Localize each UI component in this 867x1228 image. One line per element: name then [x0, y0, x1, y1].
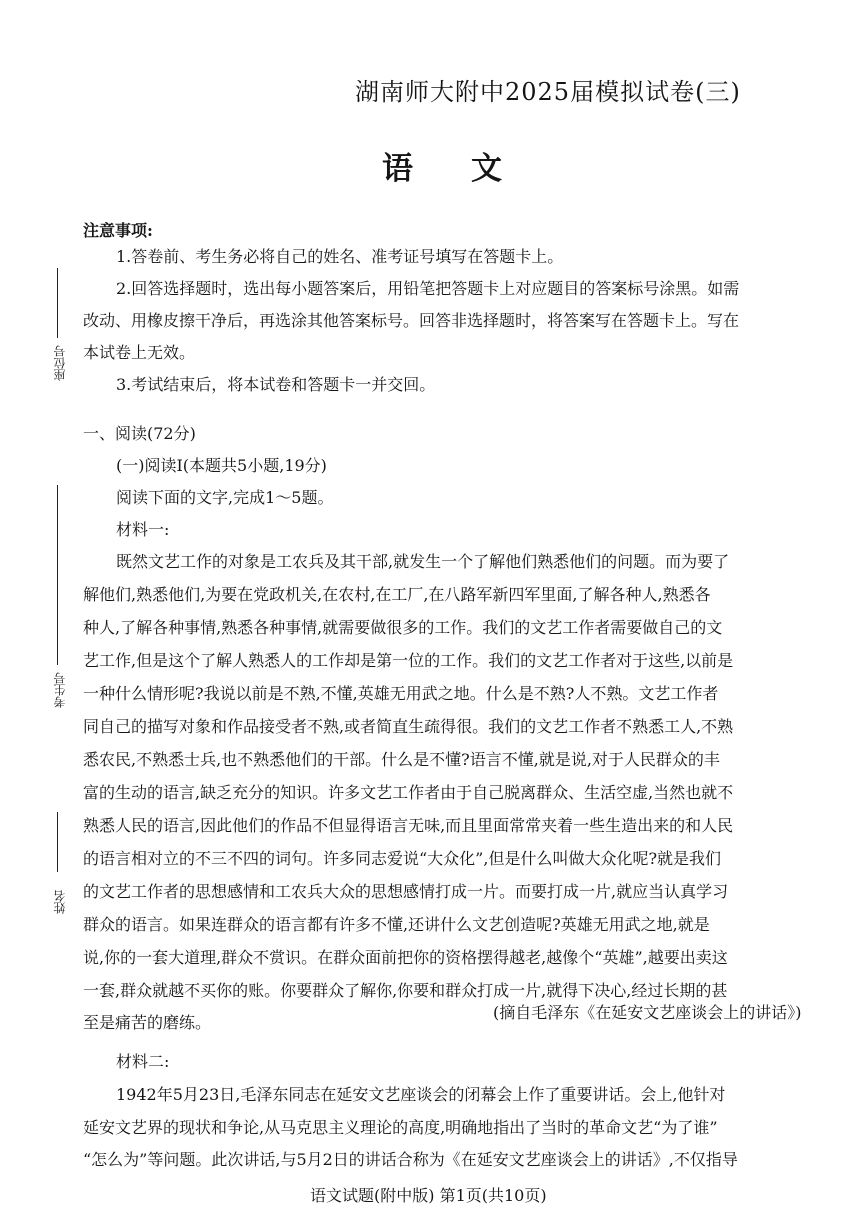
notice-line: 本试卷上无效。 [83, 343, 196, 362]
section-title: 一、阅读(72分) [83, 424, 196, 443]
exam-title: 湖南师大附中2025届模拟试卷(三) [355, 78, 741, 106]
material1-line: 群众的语言。如果连群众的语言都有许多不懂,还讲什么文艺创造呢?英雄无用武之地,就是 [83, 915, 710, 934]
material2-label: 材料二: [116, 1052, 170, 1071]
material1-line: 种人,了解各种事情,熟悉各种事情,就需要做很多的工作。我们的文艺工作者需要做自己的文 [83, 618, 723, 637]
material2-line: 延安文艺界的现状和争论,从马克思主义理论的高度,明确地指出了当时的革命文艺“为了谁” [83, 1118, 718, 1137]
material1-line: 艺工作,但是这个了解人熟悉人的工作却是第一位的工作。我们的文艺工作者对于这些,以前是 [83, 651, 734, 670]
material2-line: 1942年5月23日,毛泽东同志在延安文艺座谈会的闭幕会上作了重要讲话。会上,他针对 [116, 1085, 726, 1104]
material1-line: 悉农民,不熟悉士兵,也不熟悉他们的干部。什么是不懂?语言不懂,就是说,对于人民群众的丰 [83, 750, 720, 769]
seat-number-label: 座位号 [53, 345, 67, 381]
material1-line: 解他们,熟悉他们,为要在党政机关,在农村,在工厂,在八路军新四军里面,了解各种人,熟悉各 [83, 585, 711, 604]
material1-line: 既然文艺工作的对象是工农兵及其干部,就发生一个了解他们熟悉他们的问题。而为要了 [116, 552, 730, 571]
name-line [57, 812, 58, 872]
notice-line: 2.回答选择题时，选出每小题答案后，用铅笔把答题卡上对应题目的答案标号涂黑。如需 [116, 279, 740, 298]
material1-line: 同自己的描写对象和作品接受者不熟,或者简直生疏得很。我们的文艺工作者不熟悉工人,不熟 [83, 717, 734, 736]
material1-line: 的文艺工作者的思想感情和工农兵大众的思想感情打成一片。而要打成一片,就应当认真学习 [83, 882, 729, 901]
section-instruction: 阅读下面的文字,完成1～5题。 [116, 488, 334, 507]
notice-title: 注意事项: [83, 221, 153, 240]
material1-line: 至是痛苦的磨练。 [83, 1013, 212, 1032]
section-subtitle: (一)阅读Ⅰ(本题共5小题,19分) [116, 456, 327, 475]
notice-line: 改动、用橡皮擦干净后，再选涂其他答案标号。回答非选择题时，将答案写在答题卡上。写在 [83, 311, 740, 330]
name-label: 姓名 [53, 890, 67, 914]
material1-line: 熟悉人民的语言,因此他们的作品不但显得语言无味,而且里面常常夹着一些生造出来的和人民 [83, 816, 734, 835]
seat-line [57, 268, 58, 338]
material1-label: 材料一: [116, 520, 170, 539]
subject-title: 语文 [382, 151, 560, 187]
material1-line: 富的生动的语言,缺乏充分的知识。许多文艺工作者由于自己脱离群众、生活空虚,当然也就不 [83, 783, 734, 802]
material2-line: “怎么为”等问题。此次讲话,与5月2日的讲话合称为《在延安文艺座谈会上的讲话》,不仅指导 [83, 1150, 738, 1169]
material1-source: (摘自毛泽东《在延安文艺座谈会上的讲话》) [493, 1003, 802, 1022]
exam-no-line [57, 485, 58, 665]
notice-line: 3.考试结束后，将本试卷和答题卡一并交回。 [116, 375, 436, 394]
notice-line: 1.答卷前、考生务必将自己的姓名、准考证号填写在答题卡上。 [116, 247, 564, 266]
material1-line: 的语言相对立的不三不四的词句。许多同志爱说“大众化”,但是什么叫做大众化呢?就是我们 [83, 849, 722, 868]
material1-line: 说,你的一套大道理,群众不赏识。在群众面前把你的资格摆得越老,越像个“英雄”,越要出卖这 [83, 948, 728, 967]
material1-line: 一种什么情形呢?我说以前是不熟,不懂,英雄无用武之地。什么是不熟?人不熟。文艺工作者 [83, 684, 719, 703]
page-footer: 语文试题(附中版) 第1页(共10页) [310, 1186, 547, 1205]
material1-line: 一套,群众就越不买你的账。你要群众了解你,你要和群众打成一片,就得下决心,经过长期的甚 [83, 981, 728, 1000]
exam-number-label: 考生号 [53, 672, 67, 708]
